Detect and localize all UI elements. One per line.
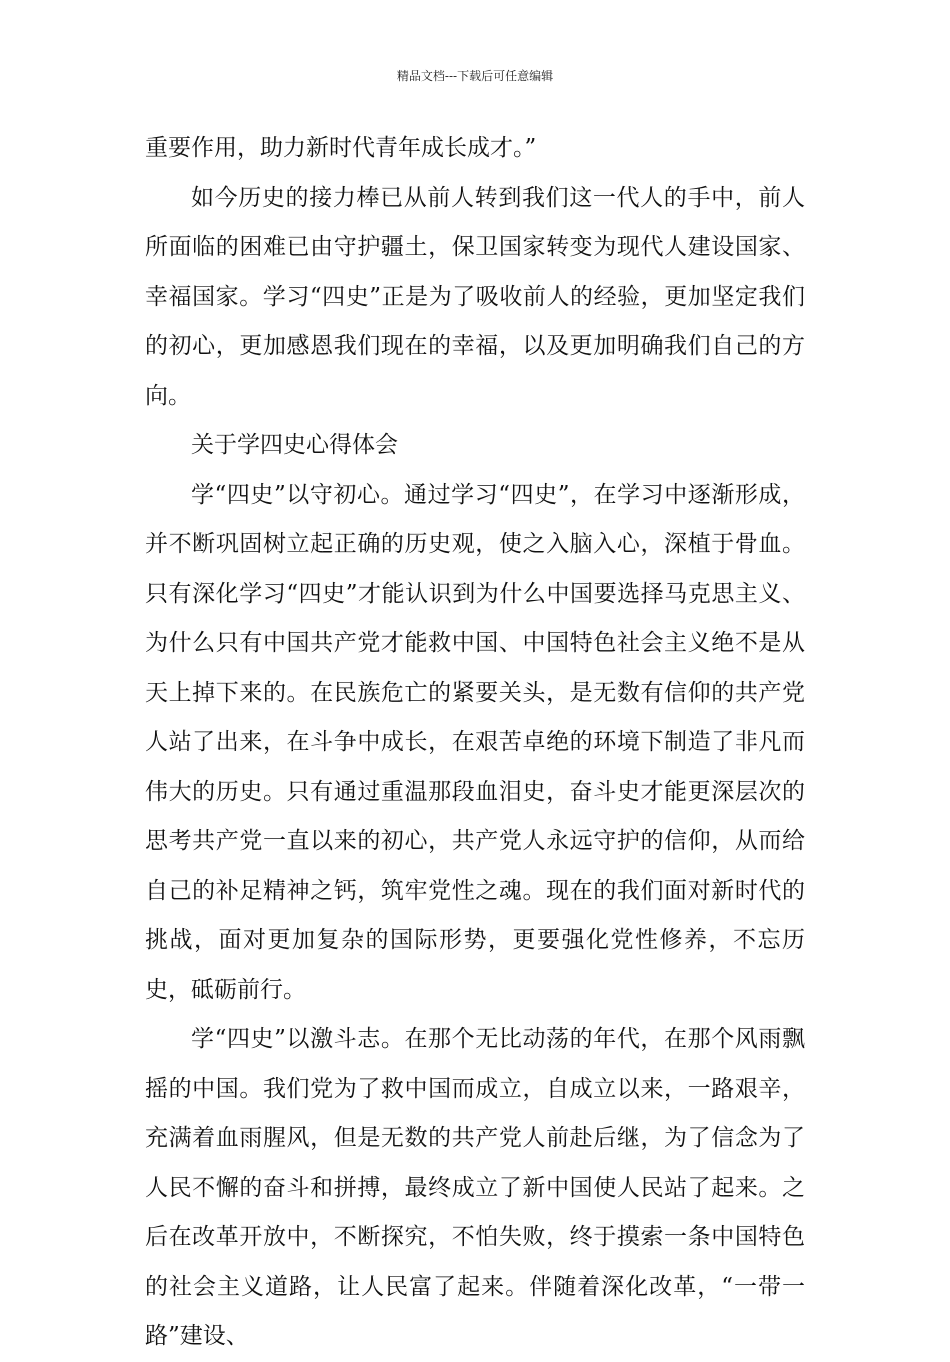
paragraph-3: 学“四史”以守初心。通过学习“四史”，在学习中逐渐形成，并不断巩固树立起正确的历史观，使之入脑入心，深植于骨血。只有深化学习“四史”才能认识到为什么中国要选择马克思主义、为什么只有中国共产党才能救中国、中国特色社会主义绝不是从天上掉下来的。在民族危亡的紧要关头，是无数有信仰的共产党人站了出来，在斗争中成长，在艰苦卓绝的环境下制造了非凡而伟大的历史。只有通过重温那段血泪史，奋斗史才能更深层次的思考共产党一直以来的初心，共产党人永远守护的信仰，从而给自己的补足精神之钙，筑牢党性之魂。现在的我们面对新时代的挑战，面对更加复杂的国际形势，更要强化党性修养，不忘历史，砥砺前行。 (145, 481, 805, 1003)
page-header: 精品文档---下载后可任意编辑 (396, 69, 554, 83)
section-heading: 关于学四史心得体会 (191, 432, 398, 458)
paragraph-1: 重要作用，助力新时代青年成长成才。” (145, 135, 537, 161)
paragraph-2: 如今历史的接力棒已从前人转到我们这一代人的手中，前人所面临的困难已由守护疆土，保卫国家转变为现代人建设国家、幸福国家。学习“四史”正是为了吸收前人的经验，更加坚定我们的初心，更加感恩我们现在的幸福，以及更加明确我们自己的方向。 (145, 184, 805, 409)
paragraph-4: 学“四史”以激斗志。在那个无比动荡的年代，在那个风雨飘摇的中国。我们党为了救中国而成立，自成立以来，一路艰辛，充满着血雨腥风，但是无数的共产党人前赴后继，为了信念为了人民不懈的奋斗和拼搏，最终成立了新中国使人民站了起来。之后在改革开放中，不断探究，不怕失败，终于摸索一条中国特色的社会主义道路，让人民富了起来。伴随着深化改革，“一带一路”建设、 (145, 1026, 805, 1349)
document-body (145, 124, 805, 1362)
